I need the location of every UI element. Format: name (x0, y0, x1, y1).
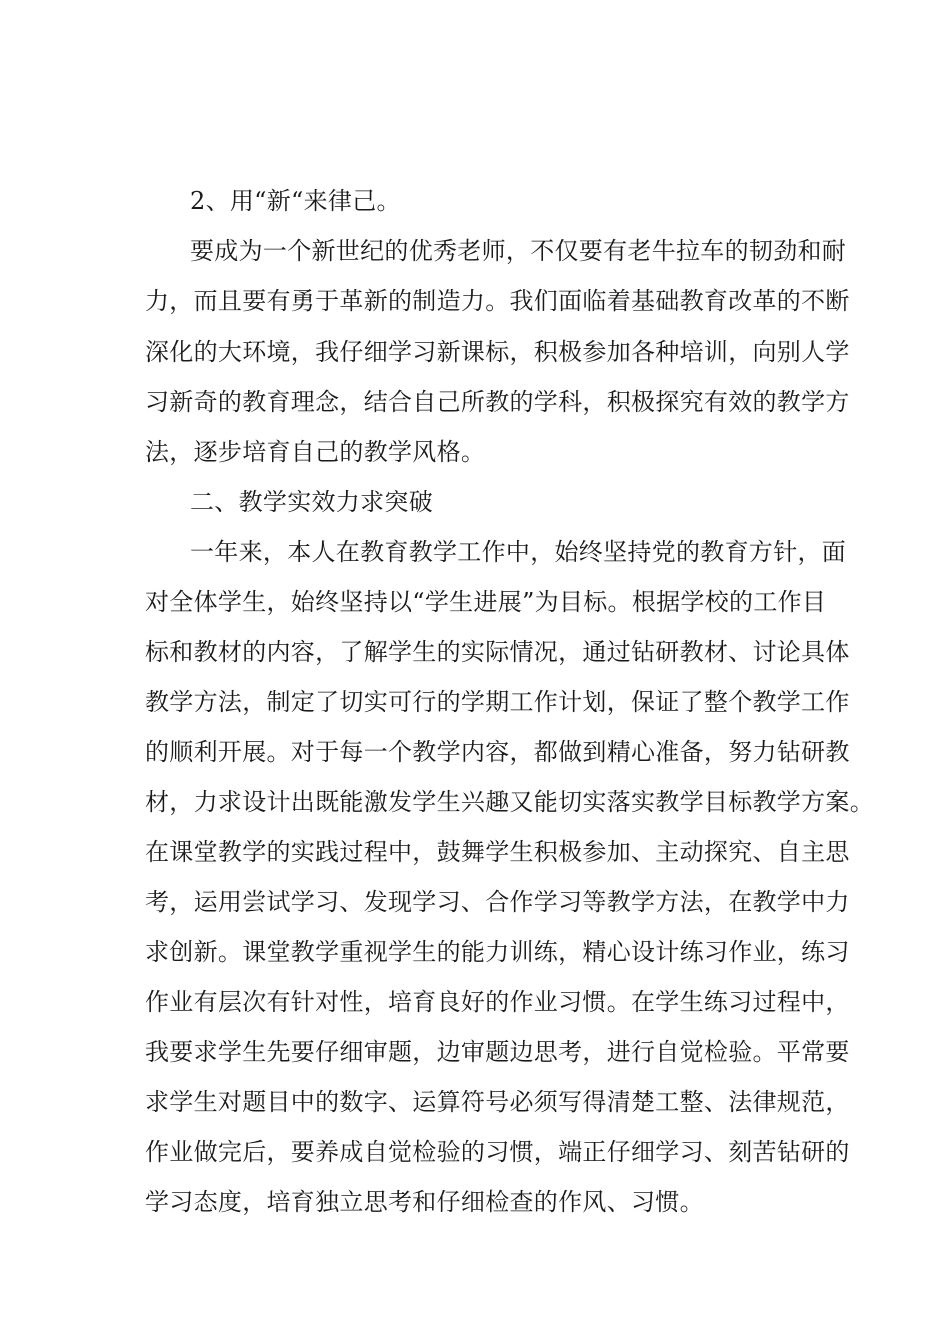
paragraph-line: 一年来，本人在教育教学工作中，始终坚持党的教育方针，面 (190, 538, 847, 566)
paragraph-line: 考，运用尝试学习、发现学习、合作学习等教学方法，在教学中力 (145, 888, 850, 916)
paragraph-line: 学习态度，培育独立思考和仔细检查的作风、习惯。 (145, 1188, 704, 1216)
paragraph-line: 求学生对题目中的数字、运算符号必须写得清楚工整、法律规范， (145, 1088, 850, 1116)
paragraph-line: 作业做完后，要养成自觉检验的习惯，端正仔细学习、刻苦钻研的 (145, 1138, 850, 1166)
paragraph-line: 作业有层次有针对性，培育良好的作业习惯。在学生练习过程中， (145, 988, 850, 1016)
paragraph-line: 教学方法，制定了切实可行的学期工作计划，保证了整个教学工作 (145, 688, 850, 716)
section-heading: 二、教学实效力求突破 (190, 488, 433, 516)
paragraph-line: 法，逐步培育自己的教学风格。 (145, 438, 486, 466)
paragraph-line: 标和教材的内容，了解学生的实际情况，通过钻研教材、讨论具体 (145, 638, 850, 666)
paragraph-line: 深化的大环境，我仔细学习新课标，积极参加各种培训，向别人学 (145, 338, 850, 366)
paragraph-line: 材，力求设计出既能激发学生兴趣又能切实落实教学目标教学方案。 (145, 788, 874, 816)
paragraph-line: 对全体学生，始终坚持以“学生进展”为目标。根据学校的工作目 (145, 588, 827, 616)
paragraph-line: 求创新。课堂教学重视学生的能力训练，精心设计练习作业，练习 (145, 938, 850, 966)
paragraph-line: 的顺利开展。对于每一个教学内容，都做到精心准备，努力钻研教 (145, 738, 850, 766)
paragraph-line: 我要求学生先要仔细审题，边审题边思考，进行自觉检验。平常要 (145, 1038, 850, 1066)
paragraph-line: 力，而且要有勇于革新的制造力。我们面临着基础教育改革的不断 (145, 287, 850, 315)
paragraph-line: 2、用“新“来律己。 (190, 187, 401, 215)
paragraph-line: 要成为一个新世纪的优秀老师，不仅要有老牛拉车的韧劲和耐 (190, 237, 847, 265)
paragraph-line: 习新奇的教育理念，结合自己所教的学科，积极探究有效的教学方 (145, 388, 850, 416)
paragraph-line: 在课堂教学的实践过程中，鼓舞学生积极参加、主动探究、自主思 (145, 838, 850, 866)
